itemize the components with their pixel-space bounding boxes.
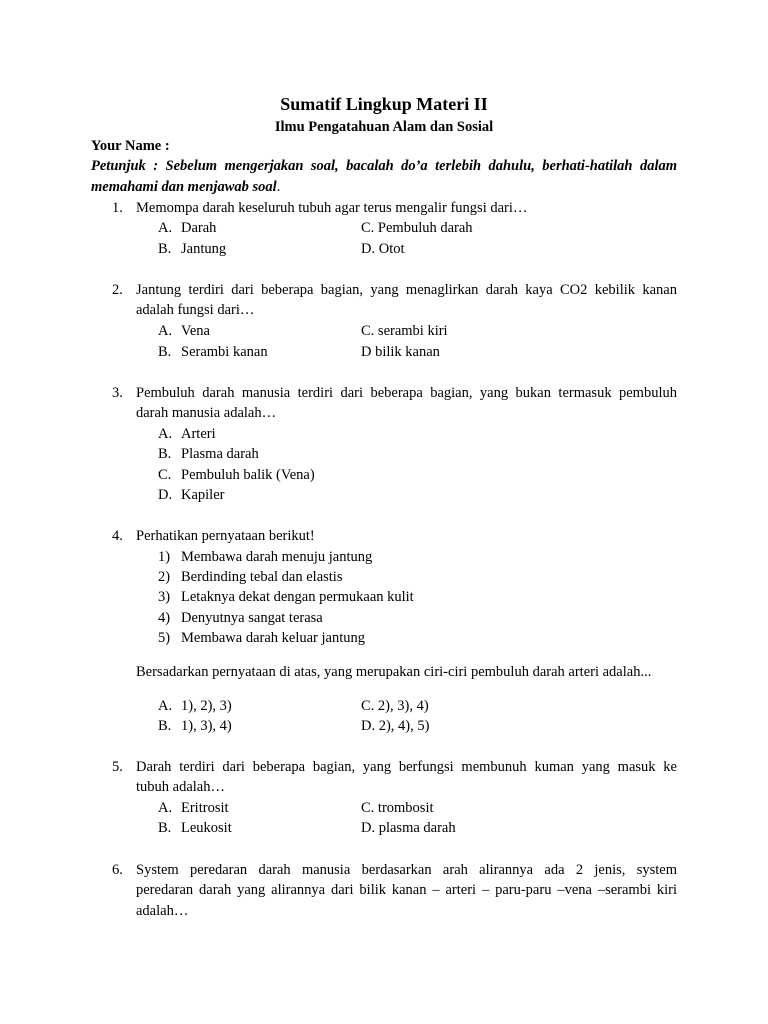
option-text: 1), 2), 3) [181,698,232,714]
question-text: Pembuluh darah manusia terdiri dari beberapa bagian, yang bukan termasuk pembuluh [136,385,677,401]
option-text: Pembuluh balik (Vena) [181,467,315,483]
option-text: Eritrosit [181,800,229,816]
statement-text: Letaknya dekat dengan permukaan kulit [181,589,414,605]
option-letter: A. [158,220,173,236]
question-text: tubuh adalah… [136,779,225,795]
option-text: Darah [181,220,217,236]
option-text: D bilik kanan [361,344,440,360]
option-letter: D. [361,241,376,257]
question-number: 5. [112,759,123,775]
option-letter: A. [158,323,173,339]
option-text: Serambi kanan [181,344,268,360]
option-letter: A. [158,800,173,816]
question-text: peredaran darah yang alirannya dari bilik kanan – arteri – paru-paru –vena –serambi kiri [136,882,677,898]
option-text: 1), 3), 4) [181,718,232,734]
option-letter: B. [158,446,172,462]
option-text: Vena [181,323,210,339]
statement-number: 2) [158,569,171,585]
instruction-line-1: Petunjuk : Sebelum mengerjakan soal, bacalah do’a terlebih dahulu, berhati-hatilah dalam [91,158,677,174]
option-text: Plasma darah [181,446,259,462]
option-text: Kapiler [181,487,225,503]
statement-text: Membawa darah keluar jantung [181,630,365,646]
question-prompt: Bersadarkan pernyataan di atas, yang merupakan ciri-ciri pembuluh darah arteri adalah... [136,664,652,680]
question-text: Perhatikan pernyataan berikut! [136,528,315,544]
option-letter: B. [158,241,172,257]
statement-number: 4) [158,610,171,626]
statement-number: 5) [158,630,171,646]
option-letter: B. [158,718,172,734]
option-text: C. trombosit [361,800,434,816]
option-text: Arteri [181,426,216,442]
option-letter: B. [158,820,172,836]
name-label: Your Name : [91,138,170,154]
instruction-period: . [276,179,281,195]
statement-text: Membawa darah menuju jantung [181,549,373,565]
option-letter: A. [158,698,173,714]
statement-text: Berdinding tebal dan elastis [181,569,343,585]
statement-number: 1) [158,549,171,565]
question-text: adalah fungsi dari… [136,302,255,318]
option-text: C. 2), 3), 4) [361,698,429,714]
instruction-text: memahami dan menjawab soal [91,179,277,195]
option-text: Pembuluh darah [377,220,473,236]
statement-text: Denyutnya sangat terasa [181,610,323,626]
question-text: System peredaran darah manusia berdasarkan arah alirannya ada 2 jenis, system [136,862,677,878]
option-letter: D. [158,487,173,503]
question-number: 2. [112,282,123,298]
statement-number: 3) [158,589,171,605]
question-text: Memompa darah keseluruh tubuh agar terus mengalir fungsi dari… [136,200,528,216]
page-subtitle: Ilmu Pengatahuan Alam dan Sosial [274,119,494,135]
question-number: 3. [112,385,123,401]
question-text: Jantung terdiri dari beberapa bagian, yang menaglirkan darah kaya CO2 kebilik kanan [136,282,677,298]
option-text: Jantung [181,241,227,257]
option [361,239,405,259]
option-letter: C. [361,220,375,236]
option-text: Leukosit [181,820,232,836]
option-text: Otot [378,241,405,257]
instruction-line-2 [91,177,280,197]
question-number: 4. [112,528,123,544]
option-text: D. plasma darah [361,820,456,836]
question-number: 6. [112,862,123,878]
question-text: Darah terdiri dari beberapa bagian, yang berfungsi membunuh kuman yang masuk ke [136,759,677,775]
question-number: 1. [112,200,123,216]
page-title: Sumatif Lingkup Materi II [280,94,488,114]
option-letter: A. [158,426,173,442]
option-letter: B. [158,344,172,360]
question-text: adalah… [136,903,189,919]
question-text: darah manusia adalah… [136,405,277,421]
option-text: C. serambi kiri [361,323,448,339]
option-letter: C. [158,467,172,483]
option-text: D. 2), 4), 5) [361,718,430,734]
option [361,218,473,238]
